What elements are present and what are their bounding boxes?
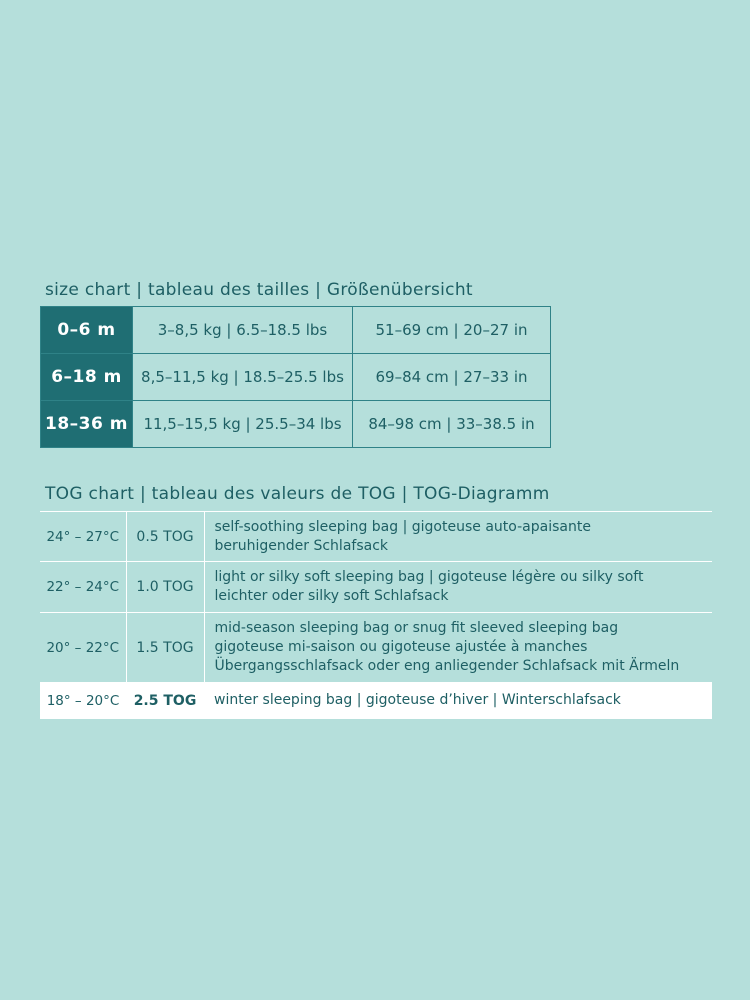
tog-value-cell: 1.5 TOG [126, 613, 204, 683]
weight-cell: 3–8,5 kg | 6.5–18.5 lbs [133, 307, 353, 354]
tog-row [40, 562, 712, 613]
weight-cell: 11,5–15,5 kg | 25.5–34 lbs [133, 401, 353, 448]
weight-cell: 8,5–11,5 kg | 18.5–25.5 lbs [133, 354, 353, 401]
size-row [41, 401, 551, 448]
description-line: winter sleeping bag | gigoteuse d’hiver | Winterschlafsack [214, 692, 621, 709]
temperature-cell: 24° – 27°C [40, 512, 126, 562]
size-row [41, 307, 551, 354]
description-cell [204, 562, 712, 613]
description-cell [204, 512, 712, 562]
tog-value-cell: 1.0 TOG [126, 562, 204, 613]
size-label: 0–6 m [41, 307, 133, 354]
temperature-cell: 22° – 24°C [40, 562, 126, 613]
description-cell [204, 683, 712, 719]
size-chart-title: size chart | tableau des tailles | Größenübersicht [45, 280, 473, 300]
length-cell: 69–84 cm | 27–33 in [353, 354, 551, 401]
description-line: light or silky soft sleeping bag | gigoteuse légère ou silky soft [214, 569, 644, 585]
length-cell: 84–98 cm | 33–38.5 in [353, 401, 551, 448]
description-line: mid-season sleeping bag or snug fit sleeved sleeping bag [214, 620, 619, 636]
size-label: 6–18 m [41, 354, 133, 401]
description-cell [204, 613, 712, 683]
description-line: gigoteuse mi-saison ou gigoteuse ajustée à manches [214, 639, 588, 655]
temperature-cell: 18° – 20°C [40, 683, 126, 719]
tog-chart-title: TOG chart | tableau des valeurs de TOG | TOG-Diagramm [45, 484, 550, 504]
description-line: self-soothing sleeping bag | gigoteuse auto-apaisante [214, 518, 591, 535]
description-line: Übergangsschlafsack oder eng anliegender Schlafsack mit Ärmeln [214, 658, 680, 674]
tog-value-cell: 2.5 TOG [126, 683, 204, 719]
tog-chart-table [40, 511, 712, 719]
description-line: leichter oder silky soft Schlafsack [214, 588, 449, 604]
size-label: 18–36 m [41, 401, 133, 448]
length-cell: 51–69 cm | 20–27 in [353, 307, 551, 354]
tog-row [40, 512, 712, 562]
tog-value-cell: 0.5 TOG [126, 512, 204, 562]
tog-row-highlighted [40, 683, 712, 719]
description-line: beruhigender Schlafsack [214, 537, 389, 554]
size-chart-table [40, 306, 551, 448]
tog-row [40, 613, 712, 683]
temperature-cell: 20° – 22°C [40, 613, 126, 683]
size-row [41, 354, 551, 401]
